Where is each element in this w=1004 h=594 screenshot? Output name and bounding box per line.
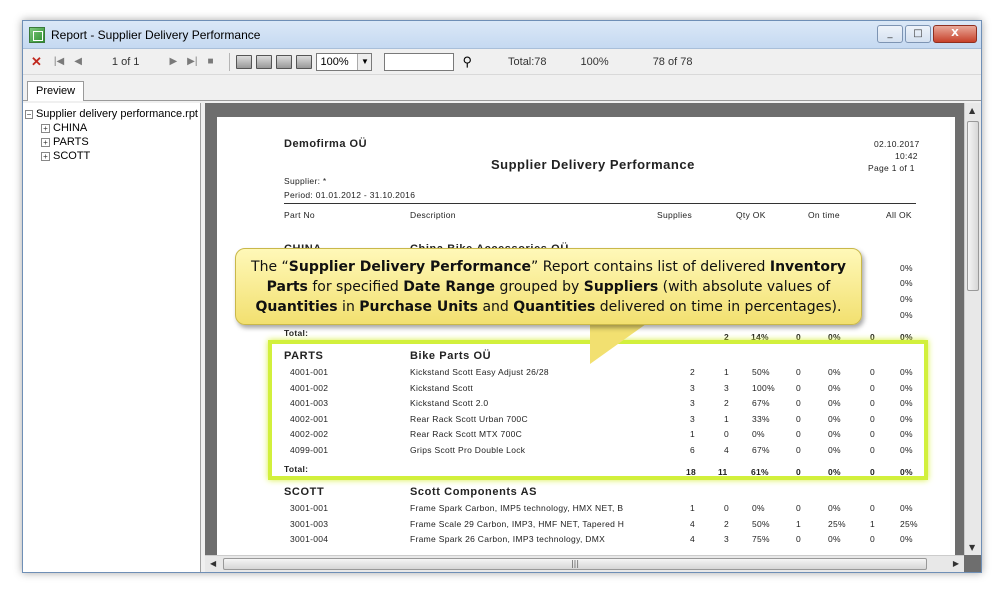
cell-supplies: 2 <box>690 367 696 377</box>
title-bar[interactable] <box>23 21 981 49</box>
cell-supplies: 3 <box>690 413 696 424</box>
tree-item-china[interactable] <box>25 121 198 135</box>
cell-description: Kickstand Scott 2.0 <box>410 398 489 408</box>
china-total-ontime: 0 <box>796 332 802 342</box>
cell-qty-ok: 1 <box>724 413 730 424</box>
callout-bold: Quantities <box>513 299 596 315</box>
callout-text: delivered on time in percentages). <box>595 299 842 315</box>
maximize-button[interactable]: □ <box>905 25 931 43</box>
tree-item-label: SCOTT <box>53 150 91 162</box>
next-page-icon[interactable]: ▶ <box>169 56 178 67</box>
parts-total-qty-pct: 61% <box>751 467 769 477</box>
callout-text: and <box>478 299 514 315</box>
callout-bold: Purchase Units <box>359 299 478 315</box>
search-input[interactable] <box>384 53 454 71</box>
callout-text: (with absolute values of <box>658 279 831 295</box>
cell-description: Kickstand Scott Easy Adjust 26/28 <box>410 367 549 377</box>
group-tree <box>23 103 201 572</box>
column-on-time: On time <box>808 210 840 220</box>
cell-on-time: 0 <box>796 413 802 424</box>
callout-bold: Suppliers <box>583 279 659 295</box>
tab-strip <box>23 75 981 101</box>
cell-qty-ok-pct: 0% <box>752 429 765 439</box>
header-rule <box>284 203 916 204</box>
china-partial-value: 0% <box>900 310 913 320</box>
zoom-select[interactable] <box>316 53 372 71</box>
cell-supplies: 1 <box>690 429 696 439</box>
tree-root-label: Supplier delivery performance.rpt <box>35 108 198 120</box>
cell-on-time: 0 <box>796 444 802 455</box>
cell-qty-ok: 0 <box>724 429 730 439</box>
cell-all-ok: 0 <box>870 413 876 424</box>
cell-all-ok-pct: 0% <box>900 367 913 377</box>
cell-description: Rear Rack Scott Urban 700C <box>410 413 528 424</box>
report-page-number: Page 1 of 1 <box>868 163 915 173</box>
cell-all-ok-pct: 0% <box>900 534 913 544</box>
tree-item-label: PARTS <box>53 136 89 148</box>
page-indicator: 1 of 1 <box>111 55 140 68</box>
cell-description: Kickstand Scott <box>410 382 474 393</box>
last-page-icon[interactable]: ▶| <box>187 56 198 67</box>
parts-total-ontime-pct: 0% <box>828 467 841 477</box>
group-name-scott: Scott Components AS <box>410 486 538 498</box>
cell-all-ok: 1 <box>870 518 876 529</box>
cell-description: Grips Scott Pro Double Lock <box>410 444 526 455</box>
cell-part-no: 4002-001 <box>290 413 329 424</box>
cell-on-time-pct: 0% <box>828 398 841 408</box>
horizontal-scroll-thumb[interactable]: ||| <box>223 558 927 570</box>
column-qty-ok: Qty OK <box>736 210 766 220</box>
cell-qty-ok-pct: 75% <box>752 534 770 544</box>
callout-text: for specified <box>307 279 404 295</box>
cell-on-time-pct: 0% <box>828 367 841 377</box>
print-icon[interactable] <box>236 55 252 69</box>
zoom-value: 100% <box>320 55 349 68</box>
column-all-ok: All OK <box>886 210 912 220</box>
cell-on-time: 0 <box>796 429 802 439</box>
cell-supplies: 3 <box>690 398 696 408</box>
column-part-no: Part No <box>284 210 315 220</box>
percent-label: 100% <box>580 55 609 68</box>
cell-on-time-pct: 0% <box>828 382 841 393</box>
cell-part-no: 3001-003 <box>290 518 329 529</box>
cell-all-ok: 0 <box>870 398 876 408</box>
cell-all-ok-pct: 0% <box>900 413 913 424</box>
cell-on-time: 0 <box>796 503 802 513</box>
cell-part-no: 4099-001 <box>290 444 329 455</box>
window-title: Report - Supplier Delivery Performance <box>51 27 261 42</box>
parts-total-allok-pct: 0% <box>900 467 913 477</box>
cell-supplies: 4 <box>690 534 696 544</box>
cell-all-ok: 0 <box>870 367 876 377</box>
count-label: 78 of 78 <box>652 55 693 68</box>
export-icon[interactable] <box>276 55 292 69</box>
report-title: Supplier Delivery Performance <box>491 157 695 172</box>
cell-all-ok-pct: 0% <box>900 398 913 408</box>
horizontal-scrollbar[interactable] <box>205 555 964 572</box>
cell-part-no: 4001-001 <box>290 367 329 377</box>
cell-supplies: 6 <box>690 444 696 455</box>
vertical-scroll-thumb[interactable] <box>967 121 979 291</box>
group-tree-icon[interactable] <box>296 55 312 69</box>
report-time: 10:42 <box>895 151 918 161</box>
scroll-up-icon[interactable]: ▲ <box>969 106 976 115</box>
vertical-scrollbar[interactable] <box>964 103 981 555</box>
report-date: 02.10.2017 <box>874 139 920 149</box>
expand-icon[interactable]: + <box>41 138 50 147</box>
cell-all-ok: 0 <box>870 429 876 439</box>
cell-all-ok: 0 <box>870 534 876 544</box>
cell-part-no: 4001-003 <box>290 398 329 408</box>
report-app-icon <box>29 27 45 43</box>
cell-qty-ok-pct: 67% <box>752 444 770 455</box>
china-partial-value: 0% <box>900 294 913 304</box>
group-code-parts: PARTS <box>284 350 324 362</box>
cell-on-time-pct: 0% <box>828 444 841 455</box>
cell-on-time: 1 <box>796 518 802 529</box>
column-supplies: Supplies <box>657 210 693 220</box>
cell-all-ok: 0 <box>870 382 876 393</box>
callout-text: grouped by <box>495 279 584 295</box>
cell-all-ok-pct: 0% <box>900 382 913 393</box>
parts-total-label: Total: <box>284 464 309 474</box>
cell-on-time-pct: 0% <box>828 534 841 544</box>
cell-on-time-pct: 0% <box>828 413 841 424</box>
info-callout <box>235 248 862 325</box>
cell-description: Frame Scale 29 Carbon, IMP3, HMF NET, Tapered H <box>410 518 625 529</box>
expand-icon[interactable]: + <box>41 152 50 161</box>
callout-bold: Date Range <box>403 279 496 295</box>
cell-description: Frame Spark 26 Carbon, IMP3 technology, DMX <box>410 534 606 544</box>
cell-supplies: 3 <box>690 382 696 393</box>
print-setup-icon[interactable] <box>256 55 272 69</box>
china-total-allok-pct: 0% <box>900 332 913 342</box>
cell-qty-ok: 3 <box>724 534 730 544</box>
callout-text: contains list of delivered <box>589 259 770 275</box>
minimize-button[interactable]: _ <box>877 25 903 43</box>
column-description: Description <box>410 210 456 220</box>
callout-text: in <box>337 299 360 315</box>
cell-description: Rear Rack Scott MTX 700C <box>410 429 523 439</box>
supplier-filter: Supplier: * <box>284 176 327 186</box>
cell-qty-ok-pct: 50% <box>752 367 770 377</box>
callout-text: ” Report <box>531 259 590 275</box>
china-total-label: Total: <box>284 328 309 338</box>
china-total-qty: 2 <box>724 332 730 342</box>
cell-on-time-pct: 0% <box>828 429 841 439</box>
cell-all-ok-pct: 0% <box>900 503 913 513</box>
callout-pointer <box>590 324 646 364</box>
first-page-icon[interactable]: |◀ <box>53 56 65 67</box>
cell-qty-ok: 3 <box>724 382 730 393</box>
binoculars-icon[interactable]: ⚲ <box>462 53 473 69</box>
cell-on-time: 0 <box>796 398 802 408</box>
cell-supplies: 4 <box>690 518 696 529</box>
cell-all-ok-pct: 0% <box>900 444 913 455</box>
scroll-right-icon[interactable]: ▶ <box>952 559 959 568</box>
cell-on-time-pct: 0% <box>828 503 841 513</box>
china-total-qty-pct: 14% <box>751 332 769 342</box>
tree-root[interactable] <box>25 107 198 121</box>
collapse-icon[interactable]: − <box>26 109 32 119</box>
close-report-icon[interactable]: ✕ <box>31 53 42 69</box>
callout-bold: Quantities <box>255 299 338 315</box>
expand-icon[interactable]: + <box>41 124 50 133</box>
chevron-down-icon[interactable]: ▼ <box>357 54 371 70</box>
cell-supplies: 1 <box>690 503 696 513</box>
close-window-button[interactable]: X <box>933 25 977 43</box>
cell-qty-ok: 0 <box>724 503 730 513</box>
total-label: Total:78 <box>508 55 547 68</box>
group-code-scott: SCOTT <box>284 486 325 498</box>
cell-qty-ok-pct: 0% <box>752 503 765 513</box>
toolbar-separator <box>229 53 230 71</box>
china-total-ontime-pct: 0% <box>828 332 841 342</box>
window-controls <box>877 25 977 43</box>
scroll-left-icon[interactable]: ◀ <box>210 559 217 568</box>
scroll-down-icon[interactable]: ▼ <box>969 543 976 552</box>
cell-all-ok-pct: 0% <box>900 429 913 439</box>
china-partial-value: 0% <box>900 278 913 288</box>
report-toolbar <box>23 49 981 75</box>
cell-qty-ok-pct: 100% <box>752 382 775 393</box>
callout-bold: Supplier Delivery Performance <box>288 259 532 275</box>
parts-total-qty: 11 <box>718 467 728 477</box>
cell-qty-ok: 2 <box>724 398 730 408</box>
cell-qty-ok-pct: 33% <box>752 413 770 424</box>
cell-qty-ok-pct: 67% <box>752 398 770 408</box>
group-name-parts: Bike Parts OÜ <box>410 350 492 362</box>
callout-text: The “ <box>251 259 289 275</box>
cell-on-time: 0 <box>796 382 802 393</box>
report-period: Period: 01.01.2012 - 31.10.2016 <box>284 190 416 200</box>
cell-all-ok: 0 <box>870 444 876 455</box>
cell-description: Frame Spark Carbon, IMP5 technology, HMX NET, B <box>410 503 624 513</box>
tree-item-parts[interactable] <box>25 135 198 149</box>
china-partial-value: 0% <box>900 263 913 273</box>
tree-item-label: CHINA <box>53 122 88 134</box>
cell-part-no: 3001-001 <box>290 503 329 513</box>
cell-qty-ok: 1 <box>724 367 730 377</box>
cell-part-no: 4001-002 <box>290 382 329 393</box>
tree-item-scott[interactable] <box>25 149 198 163</box>
cell-part-no: 4002-002 <box>290 429 329 439</box>
parts-total-allok: 0 <box>870 467 876 477</box>
cell-qty-ok-pct: 50% <box>752 518 770 529</box>
tab-preview[interactable]: Preview <box>27 81 84 101</box>
china-total-allok: 0 <box>870 332 876 342</box>
cell-on-time: 0 <box>796 367 802 377</box>
company-name: Demofirma OÜ <box>284 138 368 150</box>
cell-all-ok-pct: 25% <box>900 518 918 529</box>
parts-total-supplies: 18 <box>686 467 697 477</box>
stop-icon[interactable]: ■ <box>207 56 214 67</box>
parts-total-ontime: 0 <box>796 467 802 477</box>
cell-on-time: 0 <box>796 534 802 544</box>
callout-bold: Inventory Parts <box>266 259 846 295</box>
cell-qty-ok: 4 <box>724 444 730 455</box>
previous-page-icon[interactable]: ◀ <box>74 56 82 67</box>
cell-on-time-pct: 25% <box>828 518 846 529</box>
cell-qty-ok: 2 <box>724 518 730 529</box>
cell-part-no: 3001-004 <box>290 534 329 544</box>
cell-all-ok: 0 <box>870 503 876 513</box>
